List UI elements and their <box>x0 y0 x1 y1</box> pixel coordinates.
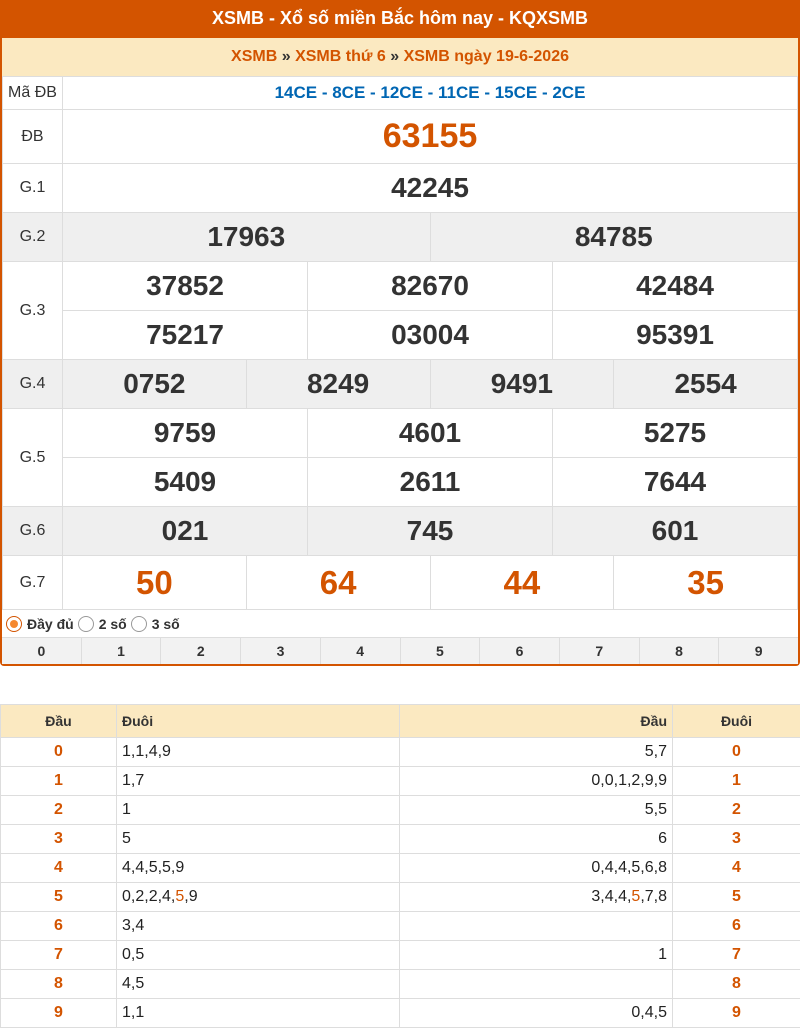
loto-head-digit: 8 <box>1 970 117 999</box>
loto-tails-part: ,9 <box>184 888 197 905</box>
loto-header-dau: Đầu <box>1 705 117 738</box>
g5-label: G.5 <box>3 409 63 507</box>
loto-heads: 5,5 <box>400 796 673 825</box>
g7-number: 50 <box>63 556 247 610</box>
display-options <box>2 610 798 638</box>
table-row <box>1 796 800 825</box>
loto-tails: 3,4 <box>117 912 400 941</box>
loto-header-dau: Đầu <box>400 705 673 738</box>
digit-filter-0[interactable]: 0 <box>2 638 82 664</box>
loto-tail-digit: 7 <box>673 941 800 970</box>
g5-number: 5409 <box>63 458 308 507</box>
loto-header-duoi: Đuôi <box>117 705 400 738</box>
loto-tail-digit: 3 <box>673 825 800 854</box>
radio-selected-icon[interactable] <box>6 616 22 632</box>
loto-head-digit: 3 <box>1 825 117 854</box>
g4-number: 9491 <box>430 360 614 409</box>
g6-number: 745 <box>308 507 553 556</box>
madb-value: 14CE - 8CE - 12CE - 11CE - 15CE - 2CE <box>63 77 798 110</box>
digit-filter-6[interactable]: 6 <box>480 638 560 664</box>
g1-label: G.1 <box>3 164 63 213</box>
table-row <box>1 738 800 767</box>
g4-number: 0752 <box>63 360 247 409</box>
special-prize: 63155 <box>63 110 798 164</box>
loto-head-digit: 7 <box>1 941 117 970</box>
g5-number: 7644 <box>553 458 798 507</box>
digit-filter-bar <box>2 638 798 664</box>
loto-heads: 6 <box>400 825 673 854</box>
results-table <box>2 76 798 610</box>
g4-number: 8249 <box>246 360 430 409</box>
breadcrumb-weekday-link[interactable]: XSMB thứ 6 <box>295 48 386 65</box>
breadcrumb-xsmb-link[interactable]: XSMB <box>231 48 277 65</box>
g5-number: 5275 <box>553 409 798 458</box>
g1-number: 42245 <box>63 164 798 213</box>
digit-filter-8[interactable]: 8 <box>640 638 720 664</box>
g4-label: G.4 <box>3 360 63 409</box>
option-full[interactable] <box>6 616 74 632</box>
loto-tails: 1 <box>117 796 400 825</box>
g7-number: 44 <box>430 556 614 610</box>
loto-head-digit: 9 <box>1 999 117 1028</box>
digit-filter-7[interactable]: 7 <box>560 638 640 664</box>
g5-number: 9759 <box>63 409 308 458</box>
loto-tails: 1,1 <box>117 999 400 1028</box>
loto-tails: 0,5 <box>117 941 400 970</box>
g3-label: G.3 <box>3 262 63 360</box>
loto-tails <box>117 883 400 912</box>
loto-tail-digit: 8 <box>673 970 800 999</box>
g3-number: 03004 <box>308 311 553 360</box>
g6-label: G.6 <box>3 507 63 556</box>
g3-number: 82670 <box>308 262 553 311</box>
loto-heads-part: ,7,8 <box>640 888 667 905</box>
loto-heads-part: 3,4,4, <box>591 888 631 905</box>
breadcrumb <box>2 38 798 76</box>
loto-head-digit: 4 <box>1 854 117 883</box>
loto-head-digit: 1 <box>1 767 117 796</box>
g5-number: 4601 <box>308 409 553 458</box>
loto-head-digit: 5 <box>1 883 117 912</box>
table-row <box>1 854 800 883</box>
loto-tail-digit: 2 <box>673 796 800 825</box>
loto-head-digit: 2 <box>1 796 117 825</box>
table-row <box>1 767 800 796</box>
g2-number: 17963 <box>63 213 431 262</box>
loto-highlight: 5 <box>631 888 640 905</box>
digit-filter-5[interactable]: 5 <box>401 638 481 664</box>
g3-number: 42484 <box>553 262 798 311</box>
breadcrumb-date-link[interactable]: XSMB ngày 19-6-2026 <box>404 48 569 65</box>
digit-filter-1[interactable]: 1 <box>82 638 162 664</box>
loto-tail-digit: 0 <box>673 738 800 767</box>
option-2-digits[interactable] <box>78 616 127 632</box>
loto-heads: 0,0,1,2,9,9 <box>400 767 673 796</box>
loto-heads <box>400 883 673 912</box>
loto-heads <box>400 970 673 999</box>
loto-tail-digit: 4 <box>673 854 800 883</box>
db-label: ĐB <box>3 110 63 164</box>
loto-heads <box>400 912 673 941</box>
loto-tail-digit: 9 <box>673 999 800 1028</box>
loto-heads: 5,7 <box>400 738 673 767</box>
g7-number: 64 <box>246 556 430 610</box>
loto-header-duoi: Đuôi <box>673 705 800 738</box>
table-row <box>1 999 800 1028</box>
breadcrumb-separator: » <box>390 48 399 65</box>
option-full-label: Đầy đủ <box>27 616 74 632</box>
loto-heads: 0,4,5 <box>400 999 673 1028</box>
loto-tails: 1,7 <box>117 767 400 796</box>
option-2-digits-label: 2 số <box>99 616 127 632</box>
loto-head-digit: 0 <box>1 738 117 767</box>
digit-filter-9[interactable]: 9 <box>719 638 798 664</box>
table-row <box>1 883 800 912</box>
loto-tail-digit: 5 <box>673 883 800 912</box>
option-3-digits-label: 3 số <box>152 616 180 632</box>
g7-number: 35 <box>614 556 798 610</box>
breadcrumb-separator: » <box>282 48 291 65</box>
loto-table <box>0 704 800 1028</box>
loto-tails: 4,4,5,5,9 <box>117 854 400 883</box>
loto-highlight: 5 <box>175 888 184 905</box>
radio-icon[interactable] <box>78 616 94 632</box>
option-3-digits[interactable] <box>131 616 180 632</box>
madb-label: Mã ĐB <box>3 77 63 110</box>
loto-tail-digit: 6 <box>673 912 800 941</box>
table-row <box>1 970 800 999</box>
radio-icon[interactable] <box>131 616 147 632</box>
loto-head-digit: 6 <box>1 912 117 941</box>
digit-filter-2[interactable]: 2 <box>161 638 241 664</box>
table-row <box>1 825 800 854</box>
loto-tail-digit: 1 <box>673 767 800 796</box>
page-title: XSMB - Xổ số miền Bắc hôm nay - KQXSMB <box>0 0 800 38</box>
g6-number: 021 <box>63 507 308 556</box>
g2-label: G.2 <box>3 213 63 262</box>
loto-heads: 1 <box>400 941 673 970</box>
g6-number: 601 <box>553 507 798 556</box>
g5-number: 2611 <box>308 458 553 507</box>
loto-tails: 4,5 <box>117 970 400 999</box>
g4-number: 2554 <box>614 360 798 409</box>
g3-number: 75217 <box>63 311 308 360</box>
g3-number: 37852 <box>63 262 308 311</box>
digit-filter-4[interactable]: 4 <box>321 638 401 664</box>
digit-filter-3[interactable]: 3 <box>241 638 321 664</box>
loto-tails: 5 <box>117 825 400 854</box>
g7-label: G.7 <box>3 556 63 610</box>
loto-tails-part: 0,2,2,4, <box>122 888 175 905</box>
table-row <box>1 912 800 941</box>
g3-number: 95391 <box>553 311 798 360</box>
loto-heads: 0,4,4,5,6,8 <box>400 854 673 883</box>
loto-tails: 1,1,4,9 <box>117 738 400 767</box>
g2-number: 84785 <box>430 213 798 262</box>
table-row <box>1 941 800 970</box>
